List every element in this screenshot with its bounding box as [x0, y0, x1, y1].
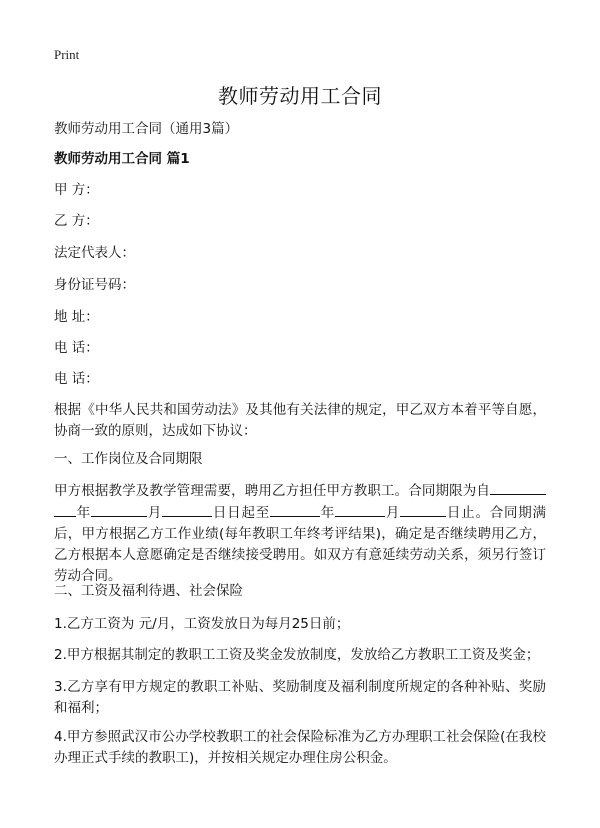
blank-start-month — [91, 502, 147, 517]
field-legal-rep: 法定代表人： — [54, 245, 135, 261]
blank-end-year — [270, 502, 320, 517]
field-address: 地 址： — [54, 309, 99, 325]
section-1-text-b: 日止。合同期满后，甲方根据乙方工作业绩(每年教职工年终考评结果)，确定是否继续聘用乙方，乙方根据本人意愿确定是否继续接受聘用。如双方有意延续劳动关系，须另行签订劳动合同。 — [54, 505, 547, 584]
intro-paragraph: 根据《中华人民共和国劳动法》及其他有关法律的规定，甲乙双方本着平等自愿，协商一致的原则，达成如下协议： — [54, 402, 546, 439]
field-party-a: 甲 方： — [54, 182, 99, 198]
section-heading: 教师劳动用工合同 篇1 — [54, 151, 190, 167]
section-1-month: 月 — [147, 505, 163, 521]
blank-start-day — [162, 502, 212, 517]
list-item-3: 3.乙方享有甲方规定的教职工补贴、奖励制度及福利制度所规定的各种补贴、奖励和福利； — [54, 679, 546, 716]
field-phone-2: 电 话： — [54, 371, 99, 387]
section-1-year: 年 — [76, 505, 92, 521]
document-title: 教师劳动用工合同 — [218, 84, 382, 108]
field-party-b: 乙 方： — [54, 213, 99, 229]
list-item-4: 4.甲方参照武汉市公办学校教职工的社会保险标准为乙方办理职工社会保险(在我校办理正式手续的教职工)，并按相关规定办理住房公积金。 — [54, 729, 546, 766]
section-1-year-2: 年 — [320, 505, 336, 521]
section-1-month-2: 月 — [385, 505, 401, 521]
list-item-2: 2.甲方根据其制定的教职工工资及奖金发放制度，发放给乙方教职工工资及奖金； — [54, 647, 540, 663]
section-1-day-from: 日日起至 — [212, 505, 270, 521]
blank-start-year — [54, 502, 76, 517]
field-id-number: 身份证号码： — [54, 277, 135, 293]
print-link[interactable]: Print — [54, 47, 80, 62]
section-1-text-a: 甲方根据教学及教学管理需要，聘用乙方担任甲方教职工。合同期限为自 — [54, 483, 490, 499]
field-phone-1: 电 话： — [54, 340, 99, 356]
section-1-heading: 一、工作岗位及合同期限 — [54, 451, 203, 467]
blank-start-year-line — [490, 480, 546, 495]
blank-end-month — [335, 502, 385, 517]
section-2-heading: 二、工资及福利待遇、社会保险 — [54, 583, 243, 599]
section-1-paragraph — [54, 480, 546, 587]
document-subtitle: 教师劳动用工合同（通用3篇） — [54, 121, 239, 137]
list-item-1: 1.乙方工资为 元/月，工资发放日为每月25日前； — [54, 616, 350, 632]
blank-end-day — [400, 502, 446, 517]
